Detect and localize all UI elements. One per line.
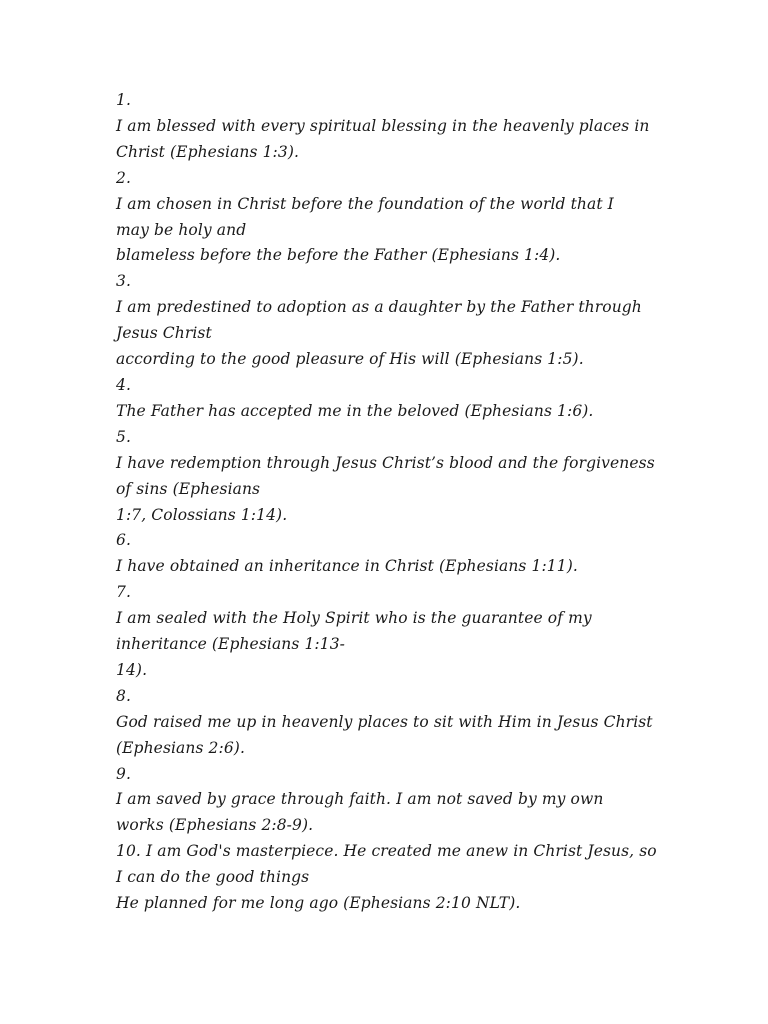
affirmation-text: I am predestined to adoption as a daughter by the Father through (116, 298, 642, 317)
list-number: 7. (116, 583, 131, 602)
list-number: 4. (116, 375, 131, 394)
affirmation-text: The Father has accepted me in the beloved (Ephesians 1:6). (116, 401, 594, 420)
affirmation-text: I am blessed with every spiritual blessing in the heavenly places in (116, 116, 650, 135)
list-number: 9. (116, 764, 131, 783)
affirmation-text: 10. I am God's masterpiece. He created me anew in Christ Jesus, so (116, 842, 657, 861)
affirmation-text: 1:7, Colossians 1:14). (116, 505, 288, 524)
affirmation-text: may be holy and (116, 220, 247, 239)
list-number: 2. (116, 168, 131, 187)
affirmation-text: I have obtained an inheritance in Christ (Ephesians 1:11). (116, 557, 578, 576)
list-number: 3. (116, 272, 131, 291)
affirmation-text: I am saved by grace through faith. I am not saved by my own (116, 790, 604, 809)
affirmation-text: Jesus Christ (116, 324, 212, 343)
document-body (116, 88, 676, 917)
list-number: 1. (116, 91, 131, 109)
affirmation-text: Christ (Ephesians 1:3). (116, 142, 299, 161)
affirmation-text: He planned for me long ago (Ephesians 2:10 NLT). (116, 894, 521, 913)
affirmation-text: (Ephesians 2:6). (116, 738, 245, 757)
affirmation-text: 14). (116, 660, 148, 679)
affirmation-text: I have redemption through Jesus Christ’s blood and the forgiveness (116, 453, 655, 472)
affirmation-text: works (Ephesians 2:8-9). (116, 816, 314, 835)
affirmation-text: according to the good pleasure of His will (Ephesians 1:5). (116, 350, 584, 369)
affirmation-text: I am sealed with the Holy Spirit who is the guarantee of my (116, 609, 592, 628)
affirmation-text: blameless before the before the Father (Ephesians 1:4). (116, 246, 561, 265)
affirmation-text: God raised me up in heavenly places to sit with Him in Jesus Christ (116, 712, 653, 731)
affirmation-text: I can do the good things (116, 868, 310, 887)
list-number: 8. (116, 686, 131, 705)
affirmation-text: of sins (Ephesians (116, 479, 261, 498)
affirmation-text: I am chosen in Christ before the foundation of the world that I (116, 194, 614, 213)
list-number: 6. (116, 531, 131, 550)
list-number: 5. (116, 427, 131, 446)
affirmation-text: inheritance (Ephesians 1:13- (116, 635, 345, 654)
